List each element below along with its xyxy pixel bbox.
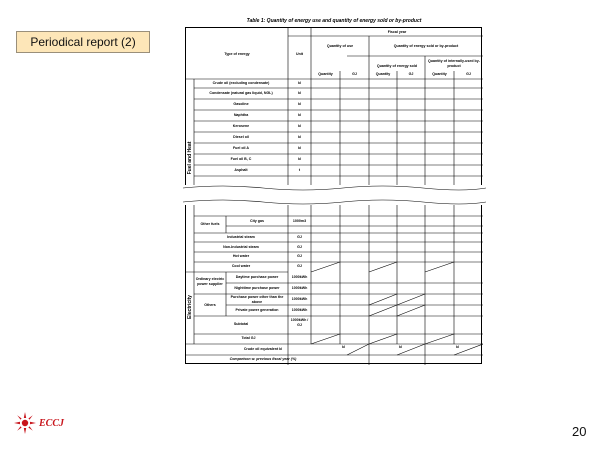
heat-row-unit: GJ bbox=[297, 264, 302, 268]
fuel-row-name: Naphtha bbox=[233, 113, 249, 117]
heat-row-name: Industrial steam bbox=[227, 235, 255, 239]
fuel-row-name: Fuel oil A bbox=[232, 146, 250, 150]
crude-oil-equivalent-label: Crude oil equivalent kl bbox=[243, 347, 283, 351]
ordinary-supplier-label: Ordinary electric power supplier bbox=[195, 277, 225, 286]
eccj-logo bbox=[14, 412, 64, 434]
header-quantity-sold-group: Quantity of energy sold or by-product bbox=[393, 44, 459, 48]
fuel-row-unit: kl bbox=[298, 124, 301, 128]
heat-row-unit: GJ bbox=[297, 245, 302, 249]
col-quantity-2: Quantity bbox=[375, 72, 391, 76]
col-quantity-1: Quantity bbox=[318, 72, 333, 76]
elec-row-name: Daytime purchase power bbox=[235, 275, 279, 279]
fuel-row-unit: kl bbox=[298, 81, 301, 85]
elec-subtotal-unit: 1000kWh / GJ bbox=[290, 318, 309, 327]
heat-row-unit: GJ bbox=[297, 254, 302, 258]
elec-row-unit: 1000kWh bbox=[291, 308, 308, 312]
elec-row-name: Purchase power other than the above bbox=[230, 295, 284, 304]
heat-row-name: Hot water bbox=[232, 254, 250, 258]
page-number: 20 bbox=[572, 424, 587, 439]
fuel-row-unit: kl bbox=[298, 157, 301, 161]
crude-oil-mark: kl bbox=[342, 345, 345, 349]
col-quantity-3: Quantity bbox=[432, 72, 447, 76]
fuel-row-unit: kl bbox=[298, 91, 301, 95]
sunburst-icon bbox=[14, 412, 36, 434]
fuel-row-unit: kl bbox=[298, 135, 301, 139]
elec-row-name: Nighttime purchase power bbox=[234, 286, 280, 290]
fuel-row-name: Asphalt bbox=[234, 168, 248, 172]
comparison-label: Comparison w. previous fiscal year (%) bbox=[229, 357, 297, 361]
other-fuels-label: Other fuels bbox=[200, 222, 220, 226]
header-quantity-sold: Quantity of energy sold bbox=[376, 64, 418, 68]
elec-subtotal-label: Subtotal bbox=[233, 322, 249, 326]
heat-row-name: Cool water bbox=[231, 264, 251, 268]
fuel-row-name: Diesel oil bbox=[233, 135, 249, 139]
section-badge: Periodical report (2) bbox=[16, 31, 150, 53]
city-gas-unit: 1000m3 bbox=[292, 219, 307, 223]
section-fuel-and-heat: Fuel and Heat bbox=[187, 141, 193, 175]
header-fiscal-year: Fiscal year bbox=[387, 30, 407, 34]
crude-oil-mark: kl bbox=[399, 345, 402, 349]
elec-row-unit: 1000kWh bbox=[291, 275, 308, 279]
header-quantity-of-use: Quantity of use bbox=[326, 44, 354, 48]
fuel-row-name: Gasoline bbox=[233, 102, 249, 106]
total-gj-label: Total GJ bbox=[241, 336, 256, 340]
fuel-row-name: Crude oil (excluding condensate) bbox=[212, 81, 270, 85]
crude-oil-mark: kl bbox=[456, 345, 459, 349]
section-electricity: Electricity bbox=[187, 295, 193, 319]
col-gj-3: GJ bbox=[466, 72, 471, 76]
col-gj-2: GJ bbox=[408, 72, 414, 76]
heat-row-name: Non-Industrial steam bbox=[223, 245, 259, 249]
logo-text: ECCJ bbox=[39, 417, 65, 429]
col-gj-1: GJ bbox=[352, 72, 357, 76]
fuel-row-name: Condensate (natural gas liquid, NGL) bbox=[209, 91, 273, 95]
fuel-row-unit: t bbox=[298, 168, 301, 172]
elec-row-unit: 1000kWh bbox=[291, 286, 308, 290]
elec-row-name: Private power generation bbox=[235, 308, 279, 312]
fuel-row-unit: kl bbox=[298, 102, 301, 106]
energy-report-form bbox=[185, 27, 482, 364]
fuel-row-unit: kl bbox=[298, 146, 301, 150]
header-unit: Unit bbox=[296, 52, 303, 56]
fuel-row-name: Kerosene bbox=[232, 124, 250, 128]
fuel-row-name: Fuel oil B, C bbox=[230, 157, 252, 161]
heat-row-unit: GJ bbox=[297, 235, 302, 239]
header-type-of-energy: Type of energy bbox=[224, 52, 250, 56]
fuel-row-unit: kl bbox=[298, 113, 301, 117]
elec-row-unit: 1000kWh bbox=[291, 297, 308, 301]
others-label: Others bbox=[204, 303, 216, 307]
omitted-rows-break bbox=[183, 185, 486, 205]
header-quantity-internal: Quantity of internally-used by-product bbox=[428, 59, 480, 68]
table-title: Table 1: Quantity of energy use and quantity of energy sold or by-product bbox=[246, 18, 422, 24]
city-gas-label: City gas bbox=[250, 219, 264, 223]
